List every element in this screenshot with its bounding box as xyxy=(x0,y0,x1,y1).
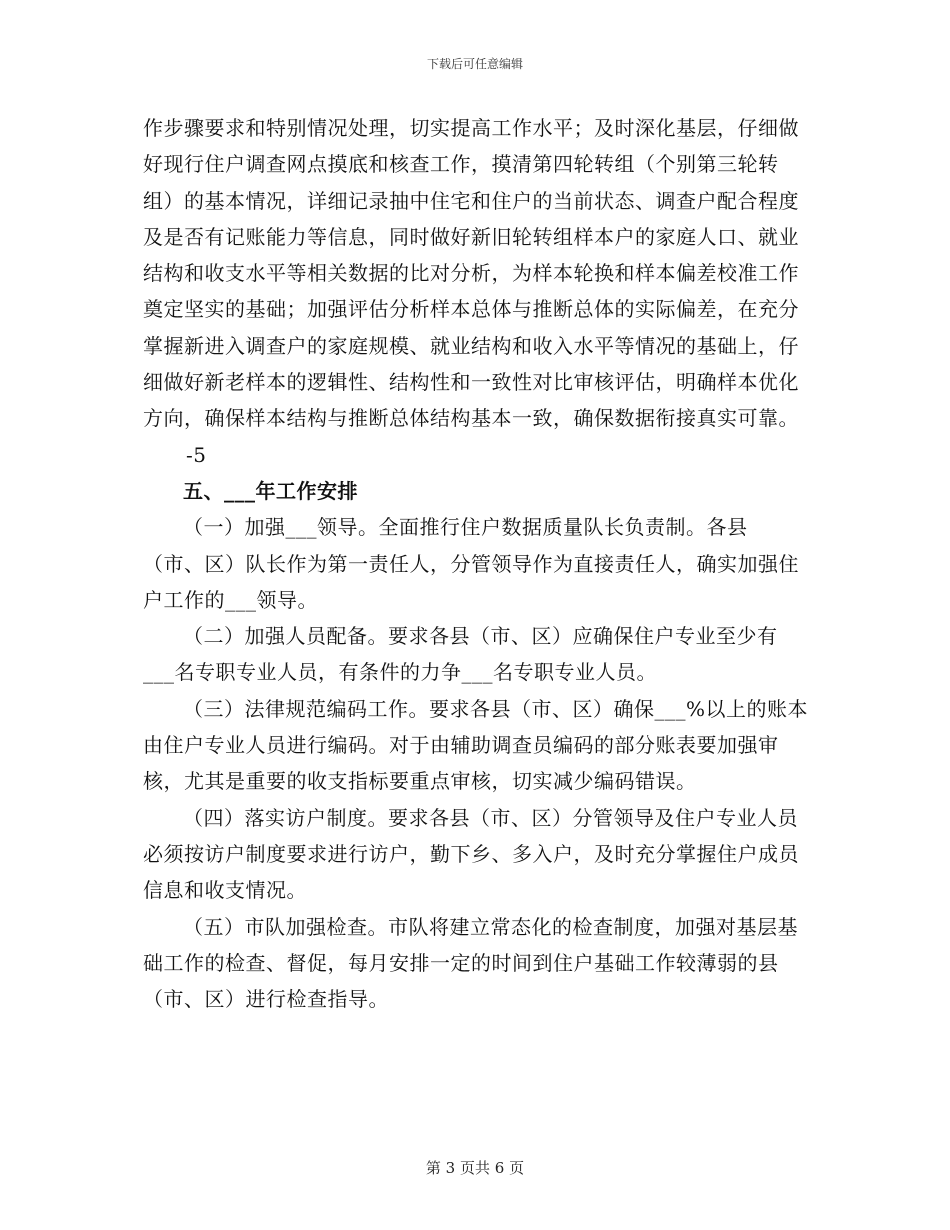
paragraph-item-3: （三）法律规范编码工作。要求各县（市、区）确保___%以上的账本由住户专业人员进行编码。对于由辅助调查员编码的部分账表要加强审核，尤其是重要的收支指标要重点审核，切实减少编码错误。 xyxy=(143,696,809,794)
paragraph-item-2: （二）加强人员配备。要求各县（市、区）应确保住户专业至少有___名专职专业人员，有条件的力争___名专职专业人员。 xyxy=(143,624,778,685)
page-footer: 第 3 页共 6 页 xyxy=(425,1159,525,1177)
paragraph-item-5: （五）市队加强检查。市队将建立常态化的检查制度，加强对基层基础工作的检查、督促，每月安排一定的时间到住户基础工作较薄弱的县（市、区）进行检查指导。 xyxy=(143,914,798,1012)
page-marker: -5 xyxy=(186,442,207,467)
document-body xyxy=(143,110,808,1017)
section-heading: 五、___年工作安排 xyxy=(183,478,358,503)
page-header: 下载后可任意编辑 xyxy=(426,57,523,71)
paragraph-continuation: 作步骤要求和特别情况处理，切实提高工作水平；及时深化基层，仔细做好现行住户调查网点摸底和核查工作，摸清第四轮转组（个别第三轮转组）的基本情况，详细记录抽中住宅和住户的当前状态、调查户配合程度及是否有记账能力等信息，同时做好新旧轮转组样本户的家庭人口、就业结构和收支水平等相关数据的比对分析，为样本轮换和样本偏差校准工作奠定坚实的基础；加强评估分析样本总体与推断总体的实际偏差，在充分掌握新进入调查户的家庭规模、就业结构和收入水平等情况的基础上，仔细做好新老样本的逻辑性、结构性和一致性对比审核评估，明确样本优化方向，确保样本结构与推断总体结构基本一致，确保数据衔接真实可靠。 xyxy=(143,116,799,431)
paragraph-item-4: （四）落实访户制度。要求各县（市、区）分管领导及住户专业人员必须按访户制度要求进行访户，勤下乡、多入户，及时充分掌握住户成员信息和收支情况。 xyxy=(143,805,799,903)
paragraph-item-1: （一）加强___领导。全面推行住户数据质量队长负责制。各县（市、区）队长作为第一责任人，分管领导作为直接责任人，确实加强住户工作的___领导。 xyxy=(143,515,799,612)
